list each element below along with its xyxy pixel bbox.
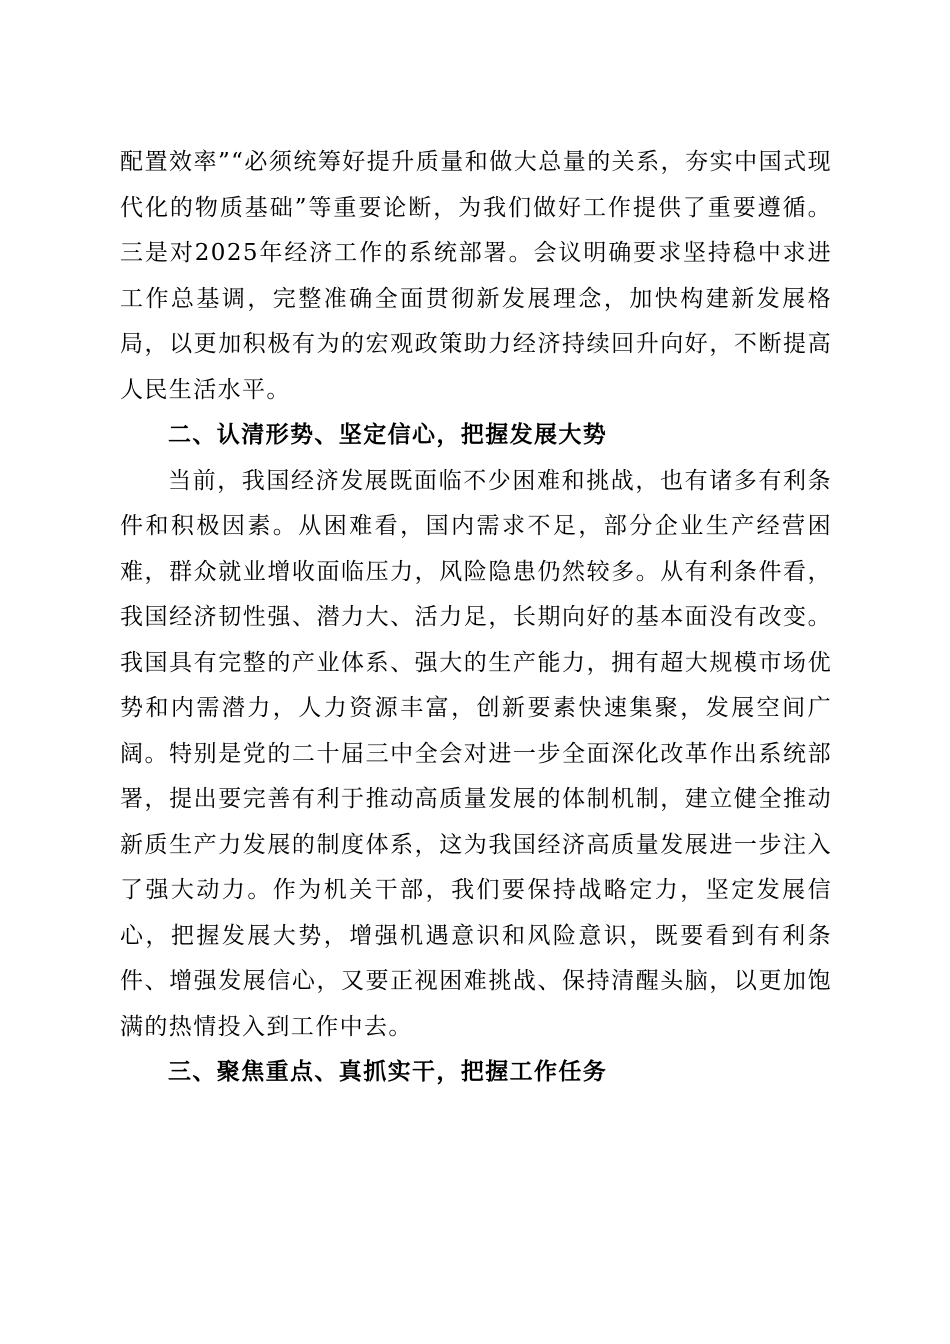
section-heading-2: 二、认清形势、坚定信心，把握发展大势 xyxy=(168,422,608,448)
body-paragraph: 当前，我国经济发展既面临不少困难和挑战，也有诸多有利条件和积极因素。从困难看，国内需求不足，部分企业生产经营困难，群众就业增收面临压力，风险隐患仍然较多。从有利条件看，我国经济韧性强、潜力大、活力足，长期向好的基本面没有改变。我国具有完整的产业体系、强大的生产能力，拥有超大规模市场优势和内需潜力，人力资源丰富，创新要素快速集聚，发展空间广阔。特别是党的二十届三中全会对进一步全面深化改革作出系统部署，提出要完善有利于推动高质量发展的体制机制，建立健全推动新质生产力发展的制度体系，这为我国经济高质量发展进一步注入了强大动力。作为机关干部，我们要保持战略定力，坚定发展信心，把握发展大势，增强机遇意识和风险意识，既要看到有利条件、增强发展信心，又要正视困难挑战、保持清醒头脑，以更加饱满的热情投入到工作中去。 xyxy=(120,467,832,1040)
continuation-paragraph: 配置效率”“必须统筹好提升质量和做大总量的关系，夯实中国式现代化的物质基础”等重要论断，为我们做好工作提供了重要遵循。三是对2025年经济工作的系统部署。会议明确要求坚持稳中求进工作总基调，完整准确全面贯彻新发展理念，加快构建新发展格局，以更加积极有为的宏观政策助力经济持续回升向好，不断提高人民生活水平。 xyxy=(120,149,832,403)
section-heading-3: 三、聚焦重点、真抓实干，把握工作任务 xyxy=(168,1059,608,1085)
document-body xyxy=(120,140,832,1096)
